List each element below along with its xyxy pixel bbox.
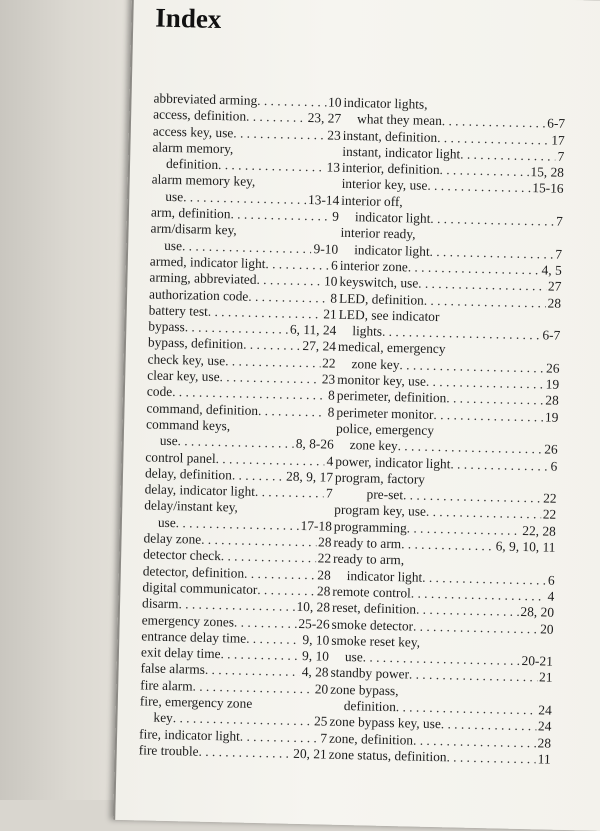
- index-term: disarm: [141, 595, 179, 612]
- page-reference: 6: [547, 572, 555, 588]
- page-reference: 17-18: [300, 517, 333, 534]
- dot-leader: [424, 292, 546, 311]
- page-reference: 6: [330, 257, 338, 273]
- index-term: emergency zones: [141, 611, 235, 629]
- index-term: what they mean: [356, 111, 443, 129]
- dot-leader: [243, 337, 301, 355]
- dot-leader: [232, 467, 285, 484]
- page-reference: 20-21: [521, 653, 554, 669]
- page-reference: 10: [323, 273, 338, 289]
- dot-leader: [446, 749, 536, 767]
- index-term: bypass: [148, 318, 185, 335]
- dot-leader: [246, 109, 306, 127]
- page-reference: 9, 10: [302, 631, 330, 648]
- index-term: arming, abbreviated: [149, 269, 257, 288]
- index-column-right: [329, 95, 566, 768]
- index-column-left: [139, 91, 342, 763]
- dot-leader: [234, 614, 297, 632]
- page-reference: 6, 11, 24: [289, 321, 337, 338]
- page-reference: 7: [325, 485, 333, 501]
- dot-leader: [258, 403, 326, 421]
- index-term: zone status, definition: [328, 746, 447, 765]
- dot-leader: [240, 728, 319, 746]
- index-term: LED, definition: [338, 290, 425, 308]
- index-term: LED, see indicator: [338, 306, 440, 324]
- index-term: delay, indicator light: [144, 481, 256, 500]
- index-term: fire, indicator light: [138, 725, 241, 744]
- index-term: entrance delay time: [141, 628, 247, 646]
- index-entry: [139, 742, 327, 763]
- index-term: smoke detector: [331, 616, 414, 634]
- page-reference: 4, 5: [541, 262, 562, 278]
- index-term: zone, definition: [328, 730, 414, 748]
- index-term: power, indicator light: [335, 453, 451, 471]
- index-term: perimeter, definition: [336, 388, 447, 406]
- page-reference: 8: [330, 290, 338, 306]
- index-term: use: [344, 649, 363, 665]
- index-term: delay/instant key,: [144, 497, 239, 515]
- index-term: exit delay time: [140, 644, 221, 662]
- index-term: fire trouble: [138, 742, 199, 759]
- index-term: zone key: [349, 437, 398, 454]
- dot-leader: [413, 618, 539, 637]
- index-term: code: [146, 383, 173, 400]
- page-reference: 23: [327, 127, 341, 143]
- index-term: command, definition: [146, 400, 259, 418]
- page-reference: 26: [544, 441, 558, 458]
- index-term: remote control: [332, 583, 412, 601]
- index-term: detector check: [143, 546, 222, 564]
- page-title: Index: [155, 2, 222, 35]
- index-term: program key, use: [334, 502, 427, 520]
- index-term: use: [157, 514, 176, 530]
- index-term: monitor key, use: [337, 371, 427, 389]
- page-reference: 6: [550, 458, 558, 474]
- dot-leader: [248, 288, 328, 306]
- index-term: zone bypass,: [330, 681, 399, 698]
- dot-leader: [220, 646, 300, 664]
- index-term: use: [164, 237, 183, 253]
- page-reference: 9-10: [313, 240, 339, 257]
- index-term: police, emergency: [335, 420, 435, 438]
- dot-leader: [257, 93, 326, 111]
- page-reference: 28, 9, 17: [285, 468, 334, 485]
- dot-leader: [430, 211, 554, 230]
- page-reference: 7: [557, 148, 565, 164]
- page-reference: 7: [555, 246, 563, 262]
- page-reference: 17: [551, 132, 565, 148]
- page-reference: 8: [327, 404, 335, 420]
- index-term: interior ready,: [340, 225, 416, 242]
- index-term: interior, definition: [341, 160, 440, 178]
- page-reference: 22: [317, 550, 332, 566]
- index-term: access, definition: [153, 106, 247, 124]
- index-term: pre-set: [366, 486, 404, 503]
- index-term: delay, definition: [144, 465, 233, 483]
- index-term: zone key: [351, 355, 400, 372]
- page-reference: 28: [537, 734, 552, 751]
- page-reference: 4, 28: [301, 664, 329, 681]
- index-term: false alarms: [140, 660, 206, 678]
- page-reference: 21: [538, 669, 553, 686]
- page-reference: 9: [332, 208, 340, 224]
- index-term: program, factory: [334, 469, 426, 487]
- page-reference: 24: [538, 702, 552, 718]
- index-term: instant, definition: [342, 127, 438, 145]
- dot-leader: [233, 125, 325, 143]
- page-reference: 20: [314, 681, 329, 697]
- dot-leader: [257, 582, 315, 600]
- index-term: smoke reset key,: [331, 632, 421, 650]
- index-term: ready to arm: [333, 534, 402, 552]
- page-reference: 25-26: [298, 615, 330, 632]
- index-term: fire, emergency zone: [139, 693, 253, 711]
- page-reference: 22: [542, 506, 557, 523]
- page-reference: 13-14: [307, 191, 340, 208]
- page-reference: 15-16: [532, 180, 564, 197]
- index-term: use: [165, 188, 184, 204]
- index-term: indicator light: [354, 241, 430, 259]
- page-reference: 22: [543, 490, 557, 506]
- index-term: reset, definition: [331, 599, 417, 617]
- page-reference: 8: [327, 387, 336, 404]
- index-term: interior off,: [341, 192, 403, 209]
- index-term: definition: [165, 156, 219, 173]
- index-term: keyswitch, use: [339, 274, 419, 291]
- page-reference: 9, 10: [301, 648, 330, 664]
- page-reference: 19: [545, 376, 560, 392]
- index-term: ready to arm,: [332, 551, 405, 568]
- page-reference: 10: [327, 94, 342, 110]
- index-term: instant, indicator light: [342, 143, 461, 162]
- page-reference: 28: [316, 583, 331, 599]
- index-term: interior key, use: [341, 176, 428, 194]
- dot-leader: [198, 744, 291, 762]
- index-term: access key, use: [152, 123, 234, 140]
- index-term: medical, emergency: [337, 339, 446, 357]
- index-term: zone bypass key, use: [329, 713, 442, 732]
- page-reference: 6, 9, 10, 11: [495, 538, 556, 555]
- page-reference: 23: [321, 371, 336, 387]
- dot-leader: [244, 565, 316, 583]
- page-reference: 7: [320, 730, 328, 746]
- page-reference: 20, 21: [293, 745, 327, 762]
- index-page: [113, 0, 600, 831]
- page-reference: 19: [544, 409, 559, 425]
- index-term: key: [153, 709, 174, 726]
- index-term: standby power: [330, 665, 410, 682]
- index-term: alarm memory key,: [151, 171, 256, 190]
- page-reference: 6-7: [542, 327, 561, 343]
- index-term: clear key, use: [147, 367, 220, 385]
- page-reference: 25: [313, 713, 328, 729]
- index-term: control panel: [145, 448, 216, 466]
- page-reference: 22: [322, 355, 336, 371]
- index-term: definition: [343, 697, 397, 715]
- dot-leader: [427, 178, 530, 197]
- index-term: battery test: [148, 302, 209, 319]
- index-term: fire alarm: [140, 677, 193, 694]
- index-term: bypass, definition: [147, 334, 244, 353]
- page-reference: 22, 28: [522, 522, 557, 539]
- page-reference: 15, 28: [530, 164, 565, 181]
- dot-leader: [409, 667, 537, 686]
- page-reference: 28: [317, 534, 332, 550]
- index-term: detector, definition: [142, 563, 245, 581]
- page-reference: 10, 28: [296, 599, 331, 615]
- index-term: interior zone: [339, 257, 409, 275]
- dot-leader: [230, 206, 330, 225]
- page-reference: 27, 24: [302, 338, 337, 355]
- page-reference: 28: [547, 295, 562, 311]
- index-term: perimeter monitor: [336, 404, 434, 422]
- index-term: digital communicator: [142, 579, 258, 597]
- page-reference: 26: [545, 360, 560, 376]
- page-reference: 4: [326, 453, 334, 469]
- page-reference: 7: [555, 213, 564, 229]
- page-reference: 11: [537, 751, 551, 767]
- index-term: authorization code: [148, 286, 249, 304]
- page-reference: 28: [545, 392, 559, 409]
- page-reference: 20: [540, 620, 554, 637]
- dot-leader: [246, 631, 301, 649]
- page-reference: 8, 8-26: [295, 436, 334, 452]
- index-term: indicator lights,: [343, 94, 428, 112]
- index-term: arm/disarm key,: [150, 220, 237, 238]
- dot-leader: [450, 456, 549, 475]
- index-term: programming: [333, 518, 407, 536]
- dot-leader: [439, 162, 528, 180]
- index-term: indicator light: [346, 567, 423, 585]
- index-term: alarm memory,: [152, 139, 234, 157]
- index-term: abbreviated arming: [153, 90, 258, 108]
- page-reference: 28, 20: [520, 604, 555, 620]
- page-reference: 21: [323, 306, 337, 322]
- index-term: indicator light: [354, 209, 431, 226]
- index-term: command keys,: [145, 416, 231, 434]
- dot-leader: [265, 256, 329, 274]
- page-reference: 23, 27: [307, 110, 342, 127]
- page-reference: 24: [537, 718, 552, 734]
- page-reference: 13: [326, 159, 341, 175]
- dot-leader: [255, 484, 324, 502]
- index-term: armed, indicator light: [149, 253, 266, 272]
- dot-leader: [433, 407, 543, 426]
- dot-leader: [401, 536, 494, 554]
- page-reference: 4: [547, 588, 555, 604]
- dot-leader: [256, 272, 322, 290]
- page-reference: 28: [317, 566, 331, 583]
- index-term: arm, definition: [150, 204, 231, 222]
- index-term: use: [159, 432, 178, 449]
- index-term: delay zone: [143, 530, 202, 547]
- index-term: check key, use: [147, 351, 226, 368]
- page-reference: 6-7: [547, 115, 566, 132]
- index-term: lights: [352, 323, 383, 339]
- page-reference: 27: [547, 278, 562, 295]
